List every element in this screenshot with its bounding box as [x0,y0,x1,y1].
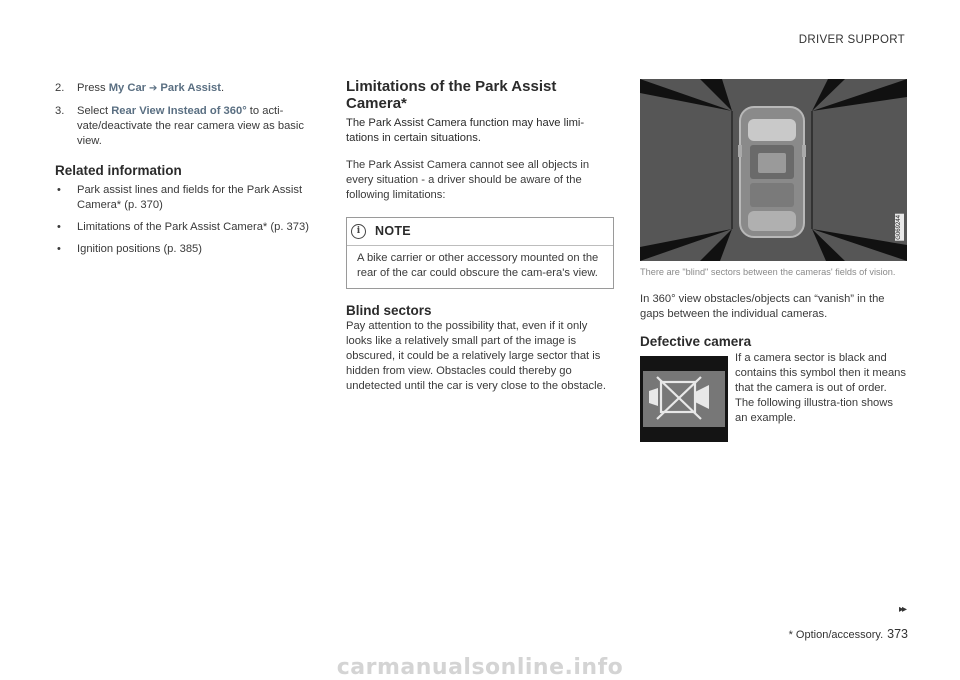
related-item-text[interactable]: Park assist lines and fields for the Park Assist Camera* (p. 370) [77,184,303,211]
section-title: Limitations of the Park Assist Camera* [346,78,557,112]
related-item-text[interactable]: Ignition positions (p. 385) [77,243,203,255]
arrow-right-icon: ➔ [149,83,158,94]
bullet-icon: • [57,184,61,196]
left-column [55,81,310,264]
defective-camera-panel [643,371,725,427]
step-3 [55,104,310,149]
step-suffix: . [220,82,225,94]
section-header: DRIVER SUPPORT [798,34,905,46]
right-column [640,79,907,442]
step-number: 3. [55,105,65,117]
page-footer [789,627,908,643]
bullet-icon: • [57,221,61,233]
related-item-text[interactable]: Limitations of the Park Assist Camera* (p. 373) [77,221,309,233]
defective-camera-image [640,356,728,442]
blind-sectors-text: Pay attention to the possibility that, even if it only looks like a relatively small part of the image is obscured, it could be a relatively large sector that is hidden from view. Obstacles could thereby go undetected until the car is very close to the obstacle. [346,320,606,392]
lead-text: The Park Assist Camera function may have limi-tations in certain situations. [346,117,585,144]
my-car-link[interactable]: My Car [108,82,147,94]
defective-camera-text: If a camera sector is black and contains this symbol then it means that the camera is out of order. The following illustra-tion shows an example. [735,352,907,424]
note-box [346,217,614,289]
note-header [347,218,613,246]
watermark: carmanualsonline.info [336,655,624,680]
step-suffix: to acti-vate/deactivate the rear camera view as basic view. [77,105,304,147]
note-text: A bike carrier or other accessory mounted on the rear of the car could obscure the cam-era's view. [357,252,599,279]
defective-camera-block [640,352,907,442]
park-assist-link[interactable]: Park Assist [160,82,221,94]
option-note: * Option/accessory. [788,629,884,641]
step-2 [55,81,310,96]
step-text: Press [77,82,109,94]
middle-column [346,78,614,394]
intro-text: The Park Assist Camera cannot see all objects in every situation - a driver should be aware of the following limitations: [346,159,590,201]
related-item[interactable] [55,242,310,257]
page-number: 373 [887,627,908,641]
blind-sectors-heading: Blind sectors [346,303,432,318]
note-label: NOTE [375,224,411,238]
related-item[interactable] [55,183,310,213]
camera-sectors-illustration [640,79,907,261]
camera-360-view-image [640,79,907,261]
step-number: 2. [55,82,65,94]
camera-out-of-order-icon [643,371,725,427]
rear-view-setting-link[interactable]: Rear View Instead of 360° [111,105,247,117]
related-list [55,183,310,257]
info-icon: i [351,224,366,239]
defective-camera-heading: Defective camera [640,334,752,349]
image-caption: There are "blind" sectors between the cameras' fields of vision. [640,267,896,277]
next-page-icon: ▸▸ [898,604,905,615]
related-information-heading: Related information [55,163,182,178]
step-text: Select [77,105,112,117]
bullet-icon: • [57,243,61,255]
image-code: G069244 [896,215,902,240]
related-item[interactable] [55,220,310,235]
view-text: In 360° view obstacles/objects can “vanish” in the gaps between the individual cameras. [640,293,885,320]
